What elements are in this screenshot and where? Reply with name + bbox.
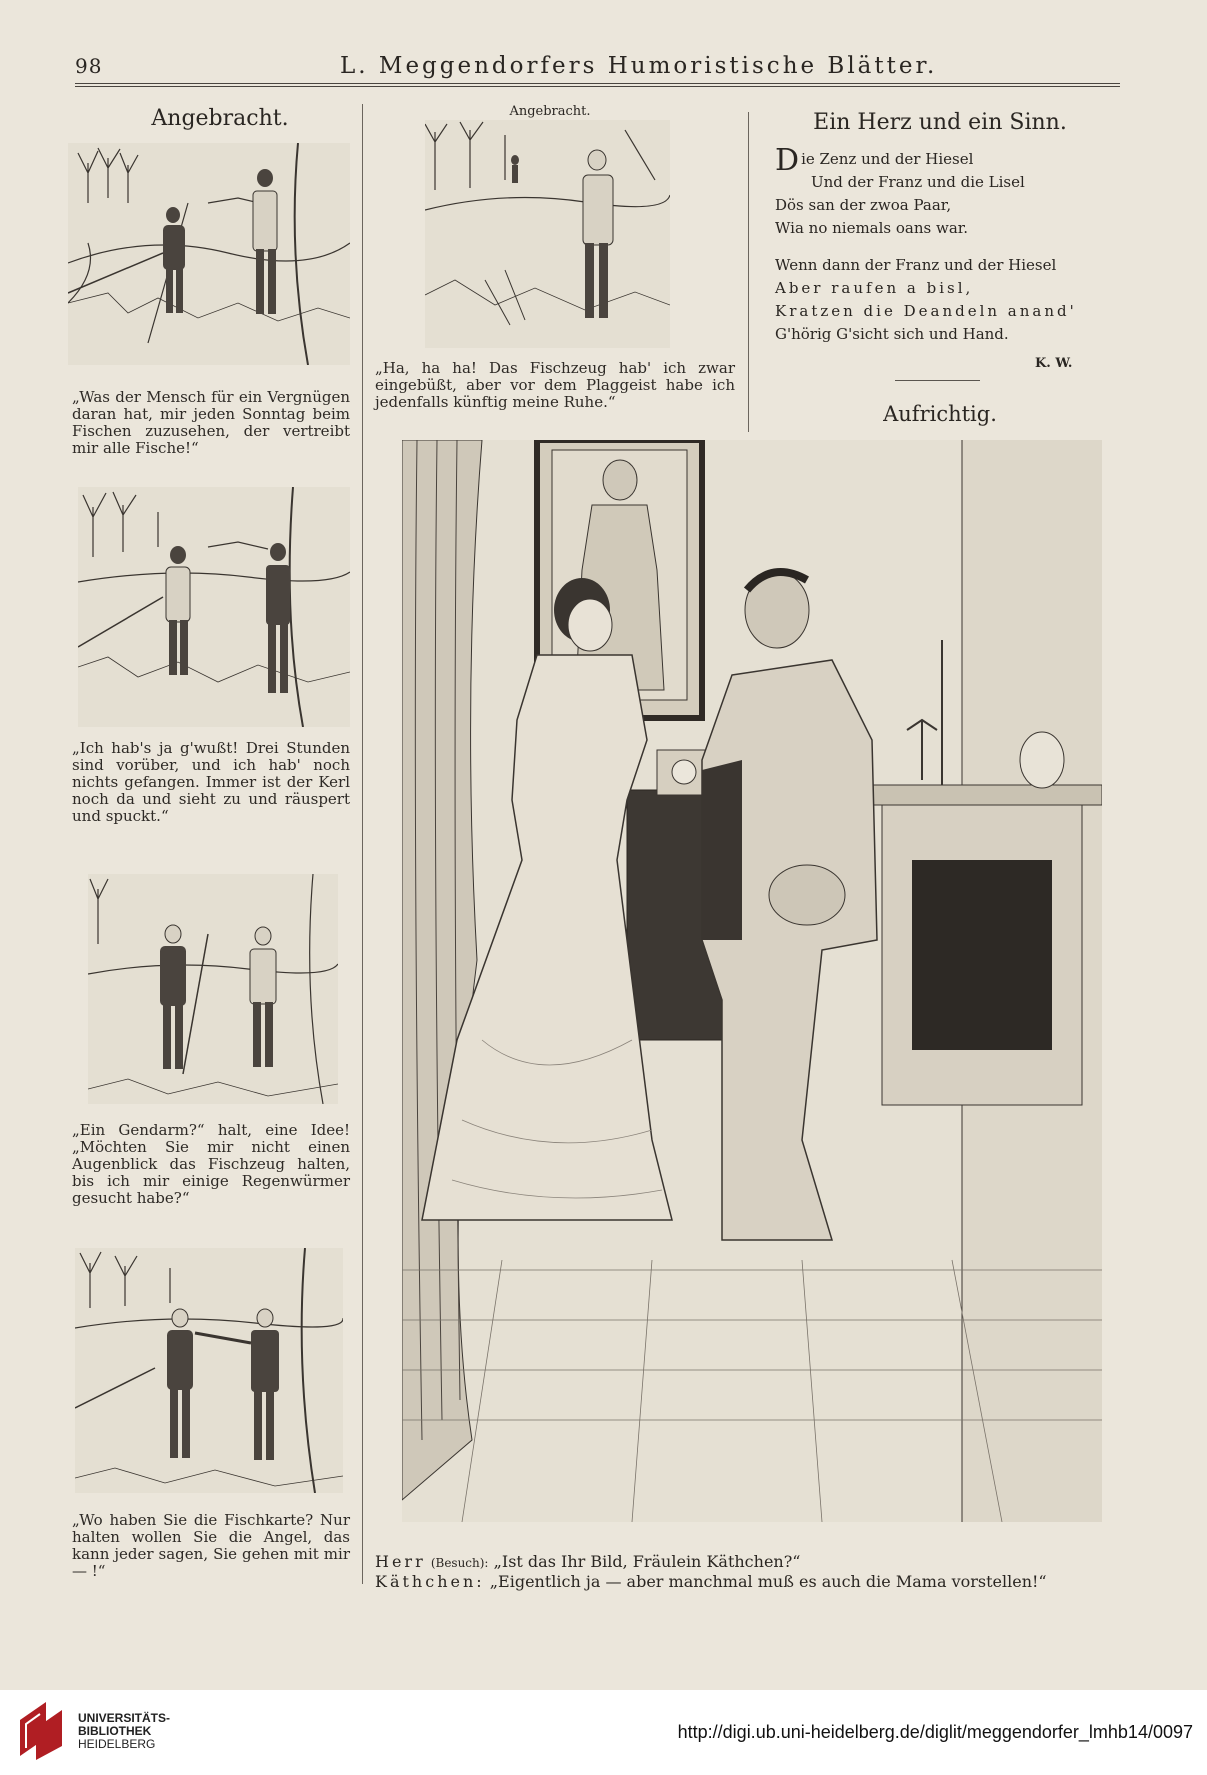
running-title: L. Meggendorfers Humoristische Blätter. — [340, 53, 938, 79]
header-rule — [75, 83, 1120, 87]
library-name-line-1: UNIVERSITÄTS- — [78, 1711, 171, 1725]
page-number: 98 — [75, 54, 103, 78]
speaker-herr: Herr — [375, 1552, 426, 1571]
poem-body — [775, 143, 1095, 346]
comic-panel-4 — [75, 1248, 343, 1493]
stanza-break — [775, 240, 1095, 254]
main-caption-line-2 — [375, 1573, 1047, 1591]
poem-line: Kratzen die Deandeln anand' — [775, 302, 1077, 320]
comic-caption-1: „Was der Mensch für ein Vergnügen daran hat, mir jeden Sonntag beim Fischen zuzusehen, der vertreibt mir alle Fische!“ — [72, 388, 350, 457]
comic-panel-4-drawing — [75, 1248, 343, 1493]
main-caption-line-1 — [375, 1553, 800, 1572]
caption-line-1-text: „Ist das Ihr Bild, Fräulein Käthchen?“ — [493, 1552, 801, 1571]
poem-first-line: ie Zenz und der Hiesel — [801, 150, 974, 168]
university-library-logo-icon — [12, 1698, 70, 1764]
source-url-link[interactable]: http://digi.ub.uni-heidelberg.de/diglit/meggendorfer_lmhb14/0097 — [677, 1722, 1193, 1742]
comic-panel-5-drawing — [425, 120, 670, 348]
poem-line — [775, 143, 1095, 178]
speaker-kaethchen: Käthchen: — [375, 1572, 485, 1591]
poem-title: Ein Herz und ein Sinn. — [813, 110, 1067, 135]
short-rule — [895, 380, 980, 381]
poem-line: Und der Franz und die Lisel — [811, 173, 1025, 191]
column-divider-left — [362, 104, 363, 1584]
comic-panel-2-drawing — [78, 487, 350, 727]
column-divider-right — [748, 112, 749, 432]
comic-panel-5 — [425, 120, 670, 348]
left-column-title: Angebracht. — [151, 106, 289, 131]
middle-top-caption: „Ha, ha ha! Das Fischzeug hab' ich zwar eingebüßt, aber vor dem Plaggeist habe ich jedenfalls künftig meine Ruhe.“ — [375, 359, 735, 411]
comic-panel-2 — [78, 487, 350, 727]
comic-panel-3 — [88, 874, 338, 1104]
poem-line: Wia no niemals oans war. — [775, 219, 969, 237]
poem-dropcap: D — [775, 143, 800, 178]
comic-caption-2: „Ich hab's ja g'wußt! Drei Stunden sind vorüber, und ich hab' noch nichts gefangen. Immer ist der Kerl noch da und sieht zu und räuspert und spuckt.“ — [72, 739, 350, 825]
comic-caption-3: „Ein Gendarm?“ halt, eine Idee! „Möchten Sie mir nicht einen Augenblick das Fischzeug halten, bis ich mir einige Regenwürmer gesucht habe?“ — [72, 1121, 350, 1207]
main-illustration-title: Aufrichtig. — [883, 402, 997, 426]
poem-line: Aber raufen a bisl, — [775, 279, 974, 297]
poem-line: Wenn dann der Franz und der Hiesel — [775, 256, 1057, 274]
library-name — [78, 1712, 170, 1751]
speaker-note: (Besuch): — [430, 1556, 489, 1570]
comic-panel-1-drawing — [68, 143, 350, 365]
library-name-line-3: HEIDELBERG — [78, 1737, 156, 1751]
poem-line: G'hörig G'sicht sich und Hand. — [775, 325, 1009, 343]
middle-small-title: Angebracht. — [509, 104, 591, 119]
poem-line: Dös san der zwoa Paar, — [775, 196, 952, 214]
caption-line-2-text: „Eigentlich ja — aber manchmal muß es auch die Mama vorstellen!“ — [489, 1572, 1047, 1591]
library-footer — [0, 1690, 1207, 1775]
comic-caption-4: „Wo haben Sie die Fischkarte? Nur halten wollen Sie die Angel, das kann jeder sagen, Sie gehen mit mir — !“ — [72, 1511, 350, 1580]
comic-panel-1 — [68, 143, 350, 365]
poem-author: K. W. — [1035, 356, 1073, 371]
comic-panel-3-drawing — [88, 874, 338, 1104]
main-illustration-drawing — [402, 440, 1102, 1522]
library-name-line-2: BIBLIOTHEK — [78, 1724, 152, 1738]
main-illustration — [402, 440, 1102, 1522]
page-header — [75, 48, 1120, 84]
